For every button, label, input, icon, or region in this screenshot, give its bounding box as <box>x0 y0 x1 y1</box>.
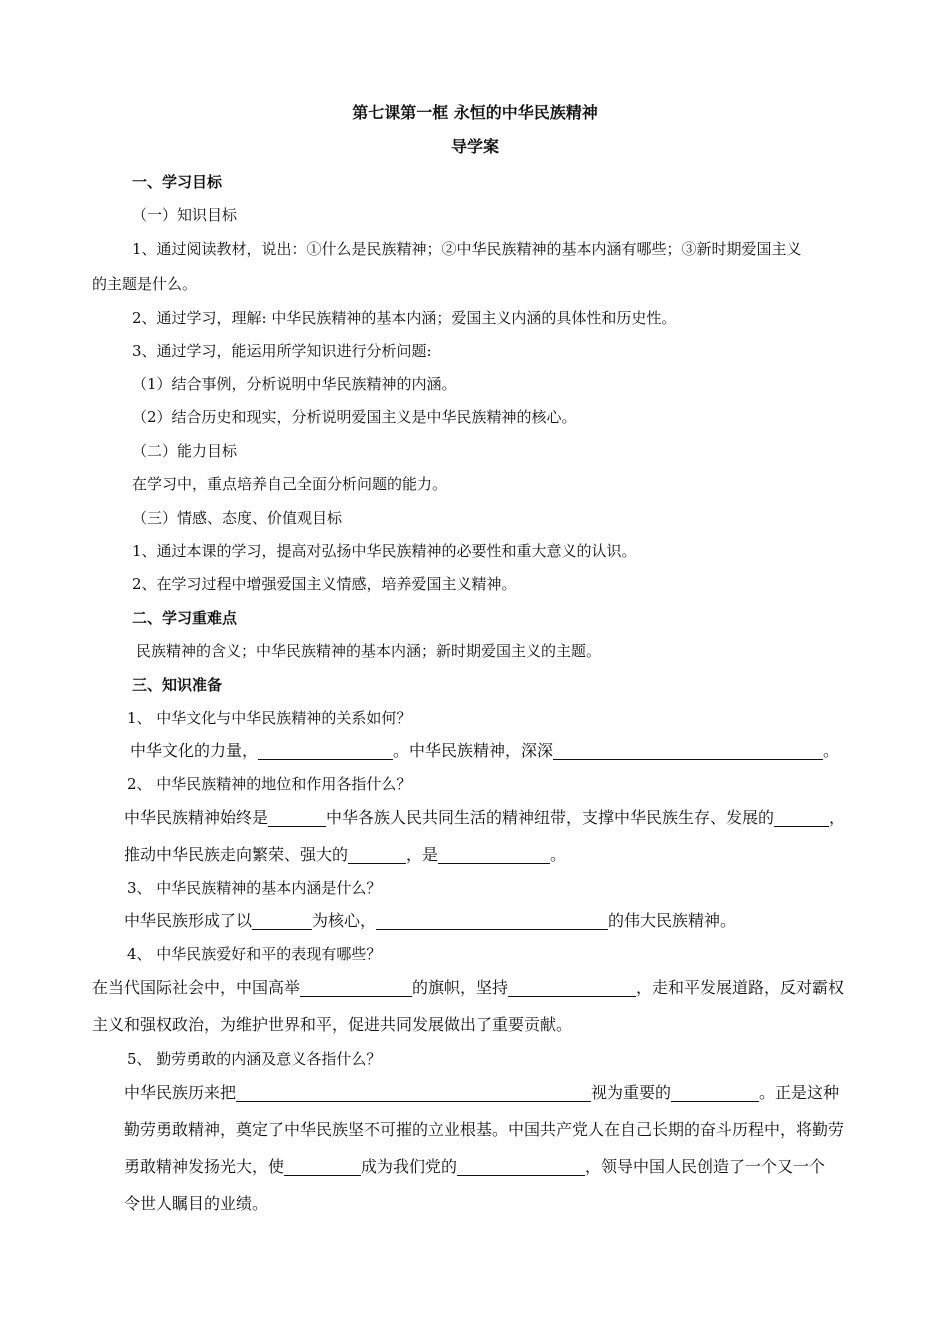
paragraph: 主义和强权政治，为维护世界和平，促进共同发展做出了重要贡献。 <box>92 1015 573 1034</box>
fill-in-line <box>92 978 844 998</box>
question: 2、 中华民族精神的地位和作用各指什么？ <box>127 775 412 793</box>
subheading-ability: （二）能力目标 <box>132 442 238 460</box>
paragraph: （2）结合历史和现实，分析说明爱国主义是中华民族精神的核心。 <box>132 408 577 426</box>
paragraph: 在学习中，重点培养自己全面分析问题的能力。 <box>132 475 448 493</box>
paragraph: 2、通过学习，理解: 中华民族精神的基本内涵；爱国主义内涵的具体性和历史性。 <box>132 309 677 327</box>
paragraph: 的主题是什么。 <box>92 275 198 293</box>
text-segment: 中华民族精神始终是 <box>124 808 269 827</box>
text-segment: 。 <box>823 741 840 760</box>
text-segment: 推动中华民族走向繁荣、强大的 <box>124 845 349 864</box>
paragraph: 勤劳勇敢精神，奠定了中华民族坚不可摧的立业根基。中国共产党人在自己长期的奋斗历程中，将勤劳 <box>124 1120 845 1139</box>
text-segment: 的旗帜，坚持 <box>412 978 509 997</box>
answer-blank[interactable] <box>300 980 412 997</box>
text-segment: 成为我们党的 <box>361 1157 458 1176</box>
paragraph: 1、通过本课的学习，提高对弘扬中华民族精神的必要性和重大意义的认识。 <box>132 542 637 560</box>
answer-blank[interactable] <box>258 743 393 760</box>
fill-in-line <box>124 1157 825 1177</box>
text-segment: 在当代国际社会中，中国高举 <box>92 978 301 997</box>
section-heading-objectives: 一、学习目标 <box>132 173 223 191</box>
section-heading-key-points: 二、学习重难点 <box>132 609 238 627</box>
fill-in-line <box>124 808 845 828</box>
answer-blank[interactable] <box>457 1159 585 1176</box>
answer-blank[interactable] <box>284 1159 361 1176</box>
text-segment: ， <box>829 808 846 827</box>
question: 5、 勤劳勇敢的内涵及意义各指什么？ <box>127 1050 382 1068</box>
question: 4、 中华民族爱好和平的表现有哪些？ <box>127 945 382 963</box>
fill-in-line <box>124 845 566 865</box>
paragraph: 令世人瞩目的业绩。 <box>124 1194 269 1213</box>
text-segment: 。正是这种 <box>759 1083 840 1102</box>
text-segment: 为核心， <box>312 911 377 930</box>
answer-blank[interactable] <box>774 810 829 827</box>
answer-blank[interactable] <box>348 847 406 864</box>
text-segment: ，走和平发展道路，反对霸权 <box>636 978 845 997</box>
text-segment: 。 <box>550 845 567 864</box>
paragraph: 民族精神的含义；中华民族精神的基本内涵；新时期爱国主义的主题。 <box>136 642 602 660</box>
answer-blank[interactable] <box>268 810 326 827</box>
paragraph: 2、在学习过程中增强爱国主义情感，培养爱国主义精神。 <box>132 575 517 593</box>
text-segment: 中华各族人民共同生活的精神纽带，支撑中华民族生存、发展的 <box>326 808 775 827</box>
text-segment: ，是 <box>406 845 439 864</box>
answer-blank[interactable] <box>438 847 550 864</box>
fill-in-line <box>124 911 736 931</box>
answer-blank[interactable] <box>508 980 636 997</box>
paragraph: 3、通过学习，能运用所学知识进行分析问题: <box>132 342 432 360</box>
text-segment: 。中华民族精神，深深 <box>393 741 554 760</box>
text-segment: 中华文化的力量， <box>130 741 259 760</box>
text-segment: ，领导中国人民创造了一个又一个 <box>585 1157 826 1176</box>
text-segment: 中华民族形成了以 <box>124 911 253 930</box>
fill-in-line <box>130 741 839 761</box>
question: 1、 中华文化与中华民族精神的关系如何？ <box>127 709 412 727</box>
text-segment: 中华民族历来把 <box>124 1083 237 1102</box>
text-segment: 的伟大民族精神。 <box>608 911 737 930</box>
fill-in-line <box>124 1083 839 1103</box>
subheading-knowledge: （一）知识目标 <box>132 206 238 224</box>
section-heading-preparation: 三、知识准备 <box>132 676 223 694</box>
text-segment: 视为重要的 <box>591 1083 672 1102</box>
answer-blank[interactable] <box>236 1085 591 1102</box>
text-segment: 勇敢精神发扬光大，使 <box>124 1157 285 1176</box>
subheading-emotion: （三）情感、态度、价值观目标 <box>132 509 343 527</box>
answer-blank[interactable] <box>553 743 823 760</box>
answer-blank[interactable] <box>671 1085 759 1102</box>
document-title: 第七课第一框 永恒的中华民族精神 <box>352 103 598 122</box>
paragraph: （1）结合事例，分析说明中华民族精神的内涵。 <box>132 375 457 393</box>
answer-blank[interactable] <box>252 913 312 930</box>
answer-blank[interactable] <box>376 913 608 930</box>
question: 3、 中华民族精神的基本内涵是什么？ <box>127 879 382 897</box>
paragraph: 1、通过阅读教材，说出：①什么是民族精神；②中华民族精神的基本内涵有哪些；③新时期爱国主义 <box>132 240 802 258</box>
document-subtitle: 导学案 <box>450 137 499 156</box>
